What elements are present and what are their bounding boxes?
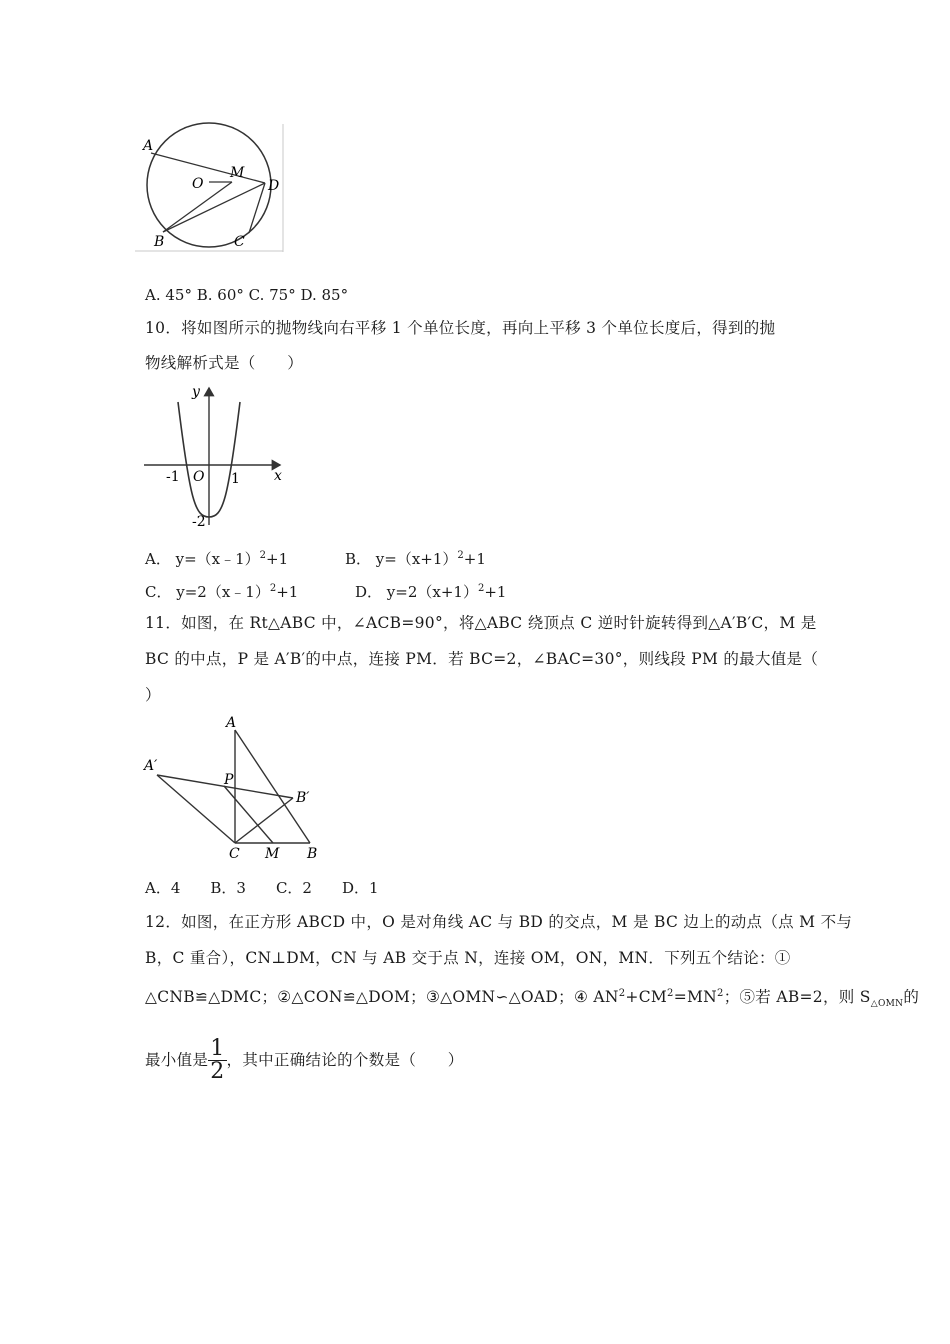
q12-area-subscript: △OMN bbox=[870, 999, 904, 1009]
label-a: A bbox=[226, 715, 237, 731]
option-a-text: A． y=（x﹣1） bbox=[145, 550, 260, 568]
q11-options: A．4 B．3 C．2 D．1 bbox=[145, 879, 379, 897]
label-a: A bbox=[143, 138, 154, 154]
label-p: P bbox=[224, 772, 234, 788]
q11-line3: ） bbox=[145, 686, 161, 704]
option-b-tail: +1 bbox=[463, 550, 486, 568]
q10-parabola-figure bbox=[140, 380, 295, 530]
fraction-one-half bbox=[208, 1035, 226, 1084]
segment-cd bbox=[249, 183, 265, 233]
q10-option-c bbox=[145, 579, 298, 602]
q10-option-a bbox=[145, 546, 288, 569]
option-b-exponent: 2 bbox=[457, 550, 464, 561]
q12-line3-e: 的 bbox=[903, 988, 920, 1006]
q12-line3 bbox=[145, 984, 919, 1014]
label-b: B bbox=[307, 846, 318, 862]
q11-rotation-figure bbox=[138, 712, 338, 862]
segment-ab bbox=[235, 730, 310, 843]
label-x: x bbox=[274, 468, 282, 484]
label-y: y bbox=[192, 384, 200, 400]
q12-line4 bbox=[145, 1036, 464, 1084]
q12-exp-3: 2 bbox=[717, 988, 724, 999]
label-d: D bbox=[268, 178, 280, 194]
option-c-tail: +1 bbox=[276, 583, 299, 601]
segment-bd bbox=[163, 183, 265, 232]
q11-line1: 11．如图，在 Rt△ABC 中，∠ACB=90°，将△ABC 绕顶点 C 逆时针旋转得到△A′B′C，M 是 bbox=[145, 614, 817, 632]
option-d-tail: +1 bbox=[484, 583, 507, 601]
segment-b1c bbox=[235, 798, 293, 843]
segment-ad bbox=[151, 153, 265, 183]
label-one: 1 bbox=[231, 471, 240, 487]
label-a-prime: A′ bbox=[144, 758, 158, 774]
label-neg2: -2 bbox=[192, 514, 206, 530]
label-c: C bbox=[229, 846, 240, 862]
q10-line1: 10．将如图所示的抛物线向右平移 1 个单位长度，再向上平移 3 个单位长度后，得到的抛 bbox=[145, 319, 776, 337]
label-b-prime: B′ bbox=[296, 790, 310, 806]
q12-line3-b: +CM bbox=[625, 988, 668, 1006]
q12-line3-c: =MN bbox=[673, 988, 718, 1006]
q10-option-d bbox=[355, 579, 506, 602]
label-m: M bbox=[265, 846, 280, 862]
option-d-text: D． y=2（x+1） bbox=[355, 583, 478, 601]
segment-pm bbox=[224, 786, 273, 843]
fraction-denominator: 2 bbox=[210, 1058, 225, 1084]
label-m: M bbox=[230, 165, 245, 181]
q12-exp-2: 2 bbox=[667, 988, 674, 999]
option-d-exponent: 2 bbox=[477, 583, 485, 594]
label-neg1: -1 bbox=[166, 469, 180, 485]
q11-line2: BC 的中点，P 是 A′B′的中点，连接 PM．若 BC=2，∠BAC=30°，则线段 PM 的最大值是（ bbox=[145, 650, 819, 668]
fraction-numerator: 1 bbox=[210, 1035, 225, 1061]
q12-line3-a: △CNB≌△DMC；②△CON≌△DOM；③△OMN∽△OAD；④ AN bbox=[145, 988, 619, 1006]
circle-o bbox=[147, 123, 271, 247]
label-c: C bbox=[234, 234, 245, 250]
option-c-exponent: 2 bbox=[269, 583, 277, 594]
label-b: B bbox=[154, 234, 165, 250]
q12-line1: 12．如图，在正方形 ABCD 中，O 是对角线 AC 与 BD 的交点，M 是 BC 边上的动点（点 M 不与 bbox=[145, 913, 853, 931]
option-b-text: B． y=（x+1） bbox=[345, 550, 458, 568]
q12-line4-a: 最小值是 bbox=[145, 1051, 209, 1069]
label-o: O bbox=[192, 176, 204, 192]
option-a-exponent: 2 bbox=[259, 550, 267, 561]
q12-line2: B，C 重合），CN⊥DM，CN 与 AB 交于点 N，连接 OM，ON，MN．下列五个结论：① bbox=[145, 949, 791, 967]
option-c-text: C． y=2（x﹣1） bbox=[145, 583, 270, 601]
q12-exp-1: 2 bbox=[618, 988, 626, 999]
label-origin: O bbox=[193, 469, 205, 485]
q12-line3-d: ；⑤若 AB=2，则 S bbox=[723, 988, 871, 1006]
option-a-tail: +1 bbox=[266, 550, 289, 568]
q10-option-b bbox=[345, 546, 486, 569]
q9-circle-figure bbox=[135, 122, 290, 254]
q12-line4-b: ，其中正确结论的个数是（ ） bbox=[226, 1051, 464, 1069]
q10-line2: 物线解析式是（ ） bbox=[145, 354, 304, 372]
q9-options: A. 45° B. 60° C. 75° D. 85° bbox=[145, 286, 349, 304]
